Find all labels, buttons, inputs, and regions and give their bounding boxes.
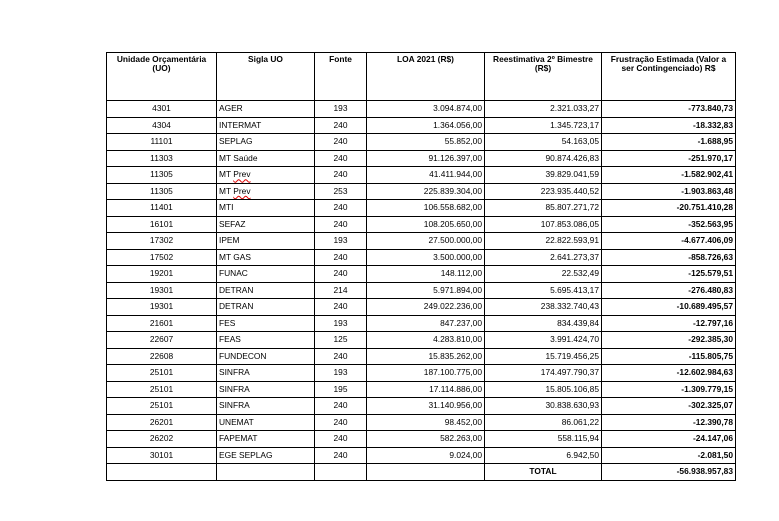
table-row [107, 233, 736, 250]
cell-sigla [217, 150, 315, 167]
cell-fonte: 240 [315, 200, 367, 217]
sigla-text: FUNAC [219, 268, 248, 279]
cell-sigla [217, 200, 315, 217]
cell-loa: 41.411.944,00 [367, 167, 485, 184]
cell-reestimativa: 90.874.426,83 [485, 150, 602, 167]
cell-fonte: 240 [315, 447, 367, 464]
cell-frustracao: -2.081,50 [602, 447, 736, 464]
cell-sigla [217, 332, 315, 349]
cell-loa: 5.971.894,00 [367, 282, 485, 299]
cell-reestimativa: 22.532,49 [485, 266, 602, 283]
cell-sigla [217, 233, 315, 250]
sigla-text: MT GAS [219, 251, 251, 262]
table-row [107, 381, 736, 398]
sigla-spellcheck-text: Prev [233, 169, 251, 180]
header-sigla: Sigla UO [217, 53, 315, 101]
header-unidade: Unidade Orçamentária (UO) [107, 53, 217, 101]
sigla-text: SINFRA [219, 383, 250, 394]
cell-unidade: 17302 [107, 233, 217, 250]
sigla-text: MT [219, 169, 234, 180]
cell-reestimativa: 54.163,05 [485, 134, 602, 151]
cell-unidade: 11305 [107, 167, 217, 184]
table-row [107, 332, 736, 349]
cell-fonte: 253 [315, 183, 367, 200]
cell-sigla [217, 365, 315, 382]
cell-fonte: 193 [315, 233, 367, 250]
cell-unidade: 19301 [107, 299, 217, 316]
cell-frustracao: -292.385,30 [602, 332, 736, 349]
cell-unidade: 25101 [107, 381, 217, 398]
cell-frustracao: -4.677.406,09 [602, 233, 736, 250]
cell-frustracao: -858.726,63 [602, 249, 736, 266]
cell-frustracao: -276.480,83 [602, 282, 736, 299]
cell-reestimativa: 174.497.790,37 [485, 365, 602, 382]
cell-sigla [217, 134, 315, 151]
cell-frustracao: -773.840,73 [602, 101, 736, 118]
cell-frustracao: -251.970,17 [602, 150, 736, 167]
cell-unidade: 16101 [107, 216, 217, 233]
cell-sigla [217, 431, 315, 448]
cell-sigla [217, 381, 315, 398]
table-row [107, 398, 736, 415]
sigla-text: FAPEMAT [219, 433, 258, 444]
table-row [107, 117, 736, 134]
cell-frustracao: -12.390,78 [602, 414, 736, 431]
sigla-text: IPEM [219, 235, 240, 246]
cell-loa: 187.100.775,00 [367, 365, 485, 382]
cell-frustracao: -1.903.863,48 [602, 183, 736, 200]
cell-sigla [217, 183, 315, 200]
sigla-text: FUNDECON [219, 350, 267, 361]
cell-loa: 15.835.262,00 [367, 348, 485, 365]
cell-frustracao: -24.147,06 [602, 431, 736, 448]
cell-unidade: 19301 [107, 282, 217, 299]
cell-unidade: 22607 [107, 332, 217, 349]
sigla-text: UNEMAT [219, 416, 254, 427]
table-row [107, 348, 736, 365]
sigla-text: DETRAN [219, 284, 254, 295]
cell-sigla [217, 101, 315, 118]
cell-fonte: 240 [315, 266, 367, 283]
cell-fonte: 240 [315, 398, 367, 415]
cell-loa: 3.500.000,00 [367, 249, 485, 266]
cell-fonte: 240 [315, 150, 367, 167]
cell-frustracao: -1.582.902,41 [602, 167, 736, 184]
cell-reestimativa: 2.321.033,27 [485, 101, 602, 118]
cell-fonte: 240 [315, 431, 367, 448]
table-row [107, 150, 736, 167]
cell-reestimativa: 6.942,50 [485, 447, 602, 464]
cell-loa: 582.263,00 [367, 431, 485, 448]
cell-reestimativa: 223.935.440,52 [485, 183, 602, 200]
total-label: TOTAL [485, 464, 602, 481]
cell-frustracao: -1.688,95 [602, 134, 736, 151]
total-value: -56.938.957,83 [602, 464, 736, 481]
cell-reestimativa: 2.641.273,37 [485, 249, 602, 266]
sigla-spellcheck-text: Prev [233, 185, 251, 196]
cell-reestimativa: 30.838.630,93 [485, 398, 602, 415]
table-row [107, 414, 736, 431]
sigla-text: MT [219, 185, 234, 196]
cell-loa: 27.500.000,00 [367, 233, 485, 250]
cell-fonte: 240 [315, 167, 367, 184]
cell-unidade: 21601 [107, 315, 217, 332]
cell-reestimativa: 834.439,84 [485, 315, 602, 332]
cell-loa: 98.452,00 [367, 414, 485, 431]
sigla-text: EGE SEPLAG [219, 449, 273, 460]
cell-unidade: 19201 [107, 266, 217, 283]
header-reestimativa: Reestimativa 2º Bimestre (R$) [485, 53, 602, 101]
table-row [107, 447, 736, 464]
cell-unidade: 11303 [107, 150, 217, 167]
cell-fonte: 193 [315, 315, 367, 332]
cell-frustracao: -20.751.410,28 [602, 200, 736, 217]
cell-reestimativa: 238.332.740,43 [485, 299, 602, 316]
cell-frustracao: -10.689.495,57 [602, 299, 736, 316]
cell-sigla [217, 299, 315, 316]
cell-loa: 847.237,00 [367, 315, 485, 332]
budget-table [106, 52, 736, 481]
cell-unidade: 11401 [107, 200, 217, 217]
table-row [107, 299, 736, 316]
cell-unidade: 22608 [107, 348, 217, 365]
table-row [107, 431, 736, 448]
cell-fonte: 240 [315, 117, 367, 134]
sigla-text: SEPLAG [219, 136, 253, 147]
cell-sigla [217, 167, 315, 184]
sigla-text: MT Saúde [219, 152, 258, 163]
cell-unidade: 26201 [107, 414, 217, 431]
cell-fonte: 240 [315, 414, 367, 431]
cell-fonte: 195 [315, 381, 367, 398]
cell-loa: 31.140.956,00 [367, 398, 485, 415]
empty-cell [107, 464, 217, 481]
cell-frustracao: -1.309.779,15 [602, 381, 736, 398]
cell-reestimativa: 558.115,94 [485, 431, 602, 448]
cell-fonte: 214 [315, 282, 367, 299]
total-row [107, 464, 736, 481]
cell-unidade: 25101 [107, 365, 217, 382]
cell-loa: 9.024,00 [367, 447, 485, 464]
cell-loa: 4.283.810,00 [367, 332, 485, 349]
cell-reestimativa: 86.061,22 [485, 414, 602, 431]
cell-frustracao: -12.602.984,63 [602, 365, 736, 382]
sigla-text: SINFRA [219, 400, 250, 411]
sigla-text: SEFAZ [219, 218, 246, 229]
cell-fonte: 240 [315, 348, 367, 365]
cell-loa: 249.022.236,00 [367, 299, 485, 316]
cell-fonte: 193 [315, 365, 367, 382]
cell-frustracao: -352.563,95 [602, 216, 736, 233]
cell-unidade: 11305 [107, 183, 217, 200]
cell-loa: 91.126.397,00 [367, 150, 485, 167]
cell-unidade: 4304 [107, 117, 217, 134]
table-row [107, 183, 736, 200]
sigla-text: SINFRA [219, 367, 250, 378]
table-row [107, 249, 736, 266]
cell-reestimativa: 15.719.456,25 [485, 348, 602, 365]
cell-sigla [217, 414, 315, 431]
cell-reestimativa: 85.807.271,72 [485, 200, 602, 217]
table-row [107, 167, 736, 184]
cell-unidade: 30101 [107, 447, 217, 464]
cell-fonte: 240 [315, 299, 367, 316]
cell-sigla [217, 216, 315, 233]
cell-reestimativa: 107.853.086,05 [485, 216, 602, 233]
sigla-text: FEAS [219, 334, 241, 345]
cell-loa: 148.112,00 [367, 266, 485, 283]
cell-sigla [217, 398, 315, 415]
table-row [107, 282, 736, 299]
cell-sigla [217, 282, 315, 299]
empty-cell [367, 464, 485, 481]
table-row [107, 216, 736, 233]
cell-loa: 1.364.056,00 [367, 117, 485, 134]
cell-loa: 3.094.874,00 [367, 101, 485, 118]
cell-sigla [217, 266, 315, 283]
sigla-text: FES [219, 317, 236, 328]
cell-frustracao: -125.579,51 [602, 266, 736, 283]
cell-unidade: 26202 [107, 431, 217, 448]
cell-fonte: 240 [315, 134, 367, 151]
table-row [107, 200, 736, 217]
cell-reestimativa: 22.822.593,91 [485, 233, 602, 250]
cell-frustracao: -18.332,83 [602, 117, 736, 134]
cell-sigla [217, 117, 315, 134]
empty-cell [217, 464, 315, 481]
table-row [107, 101, 736, 118]
cell-unidade: 17502 [107, 249, 217, 266]
sigla-text: INTERMAT [219, 119, 262, 130]
table-row [107, 266, 736, 283]
cell-loa: 106.558.682,00 [367, 200, 485, 217]
cell-sigla [217, 348, 315, 365]
header-loa: LOA 2021 (R$) [367, 53, 485, 101]
cell-frustracao: -302.325,07 [602, 398, 736, 415]
cell-unidade: 25101 [107, 398, 217, 415]
header-frustracao: Frustração Estimada (Valor a ser Contingenciado) R$ [602, 53, 736, 101]
cell-fonte: 125 [315, 332, 367, 349]
cell-fonte: 240 [315, 216, 367, 233]
sigla-text: MTI [219, 202, 234, 213]
sigla-text: AGER [219, 103, 243, 114]
cell-loa: 55.852,00 [367, 134, 485, 151]
header-fonte: Fonte [315, 53, 367, 101]
cell-fonte: 240 [315, 249, 367, 266]
cell-reestimativa: 39.829.041,59 [485, 167, 602, 184]
table-header [107, 53, 736, 101]
cell-frustracao: -115.805,75 [602, 348, 736, 365]
cell-reestimativa: 3.991.424,70 [485, 332, 602, 349]
cell-unidade: 11101 [107, 134, 217, 151]
sigla-text: DETRAN [219, 301, 254, 312]
cell-sigla [217, 315, 315, 332]
header-row [107, 53, 736, 101]
table-row [107, 315, 736, 332]
cell-loa: 108.205.650,00 [367, 216, 485, 233]
cell-unidade: 4301 [107, 101, 217, 118]
cell-fonte: 193 [315, 101, 367, 118]
cell-reestimativa: 1.345.723,17 [485, 117, 602, 134]
empty-cell [315, 464, 367, 481]
table-row [107, 134, 736, 151]
table-body [107, 101, 736, 481]
cell-loa: 225.839.304,00 [367, 183, 485, 200]
table-row [107, 365, 736, 382]
cell-reestimativa: 15.805.106,85 [485, 381, 602, 398]
cell-reestimativa: 5.695.413,17 [485, 282, 602, 299]
cell-loa: 17.114.886,00 [367, 381, 485, 398]
cell-frustracao: -12.797,16 [602, 315, 736, 332]
cell-sigla [217, 447, 315, 464]
cell-sigla [217, 249, 315, 266]
